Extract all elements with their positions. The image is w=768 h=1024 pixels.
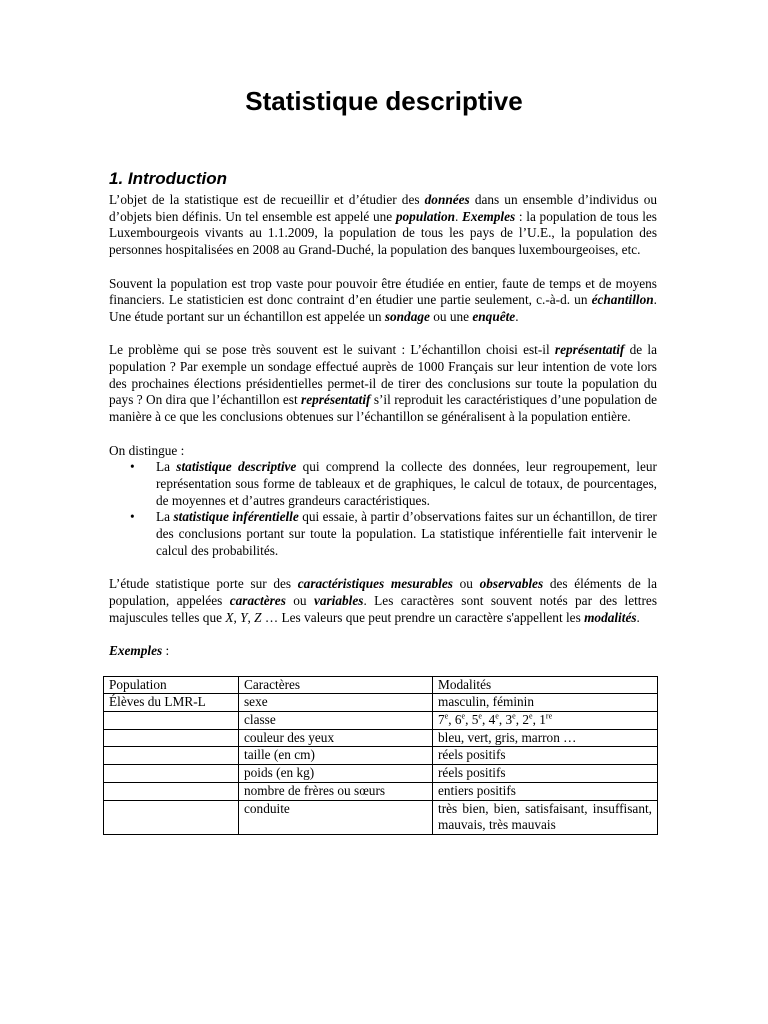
- caractere-cell: taille (en cm): [239, 747, 433, 765]
- table-header-row: [104, 676, 658, 694]
- examples-label-text: Exemples: [109, 642, 163, 658]
- class-number: 2: [522, 712, 530, 728]
- text-run: La: [156, 509, 174, 525]
- table-row: [104, 782, 658, 800]
- text-run: . Les caractères sont souvent notés par des lettres majuscules telles que: [109, 592, 657, 625]
- emphasis-term: caractères: [229, 592, 286, 608]
- population-cell: [104, 747, 239, 765]
- caractere-cell: couleur des yeux: [239, 729, 433, 747]
- class-ordinal-suffix: e: [512, 711, 516, 721]
- page-title: Statistique descriptive: [245, 86, 523, 116]
- bullet-icon: •: [130, 459, 135, 475]
- emphasis-term: modalités: [584, 609, 637, 625]
- emphasis-term: caractéristiques mesurables: [297, 576, 453, 592]
- table-row: [104, 694, 658, 712]
- table-header-cell: Modalités: [433, 676, 658, 694]
- class-ordinal-suffix: e: [444, 711, 449, 721]
- class-ordinal-suffix: e: [495, 711, 499, 721]
- text-run: Z: [254, 609, 262, 625]
- text-run: … Les valeurs que peut prendre un caractère s'appellent les: [261, 609, 585, 625]
- class-number: 1: [539, 712, 546, 728]
- section-heading: 1. Introduction: [109, 169, 228, 188]
- distinguish-intro: On distingue :: [109, 442, 185, 458]
- class-ordinal-suffix: e: [529, 711, 533, 721]
- table-row: [104, 747, 658, 765]
- text-run: : la population de tous les Luxembourgeois vivants au 1.1.2009, la population de tous les pays de l’U.E., la population des personnes hospitalisées en 2008 au Grand-Duché, la population des banques luxembourgeoises, etc.: [109, 208, 657, 258]
- table-header-cell: Population: [104, 676, 239, 694]
- paragraph-caracteres: [109, 576, 657, 626]
- text-run: ou une: [429, 308, 473, 324]
- class-number: 6: [454, 712, 462, 728]
- table-row: [104, 729, 658, 747]
- text-run: Y: [240, 609, 248, 625]
- list-item-text: [156, 509, 657, 557]
- table-row: [104, 800, 658, 834]
- caractere-cell: classe: [239, 712, 433, 730]
- text-run: ou: [452, 576, 480, 592]
- text-run: X: [225, 609, 234, 625]
- population-cell: Élèves du LMR-L: [104, 694, 239, 712]
- population-cell: [104, 800, 239, 834]
- text-run: .: [515, 308, 519, 324]
- modalites-cell: réels positifs: [433, 765, 658, 783]
- list-item-text: [156, 459, 657, 507]
- bullet-icon: •: [130, 509, 135, 525]
- text-run: . Une étude portant sur un échantillon est appelée un: [109, 292, 657, 324]
- caractere-cell: poids (en kg): [239, 765, 433, 783]
- text-run: des éléments de la population, appelées: [109, 576, 658, 608]
- table-header-cell: Caractères: [239, 676, 433, 694]
- text-run: Le problème qui se pose très souvent est le suivant : L’échantillon choisi est-il: [109, 342, 555, 358]
- text-run: ,: [247, 609, 255, 625]
- emphasis-term: données: [424, 192, 470, 207]
- text-run: s’il reproduit les caractéristiques d’une population de manière à ce que les conclusions obtenues sur l’échantillon se généralisent à la population entière.: [109, 392, 657, 425]
- emphasis-term: sondage: [384, 308, 430, 324]
- class-number: 5: [471, 712, 479, 728]
- emphasis-term: statistique descriptive: [176, 459, 297, 475]
- class-number: 3: [505, 712, 513, 728]
- class-ordinal-suffix: e: [461, 711, 466, 721]
- modalites-cell: très bien, bien, satisfaisant, insuffisant, mauvais, très mauvais: [433, 800, 658, 834]
- emphasis-term: représentatif: [301, 392, 371, 408]
- text-run: .: [636, 609, 640, 625]
- text-run: dans un ensemble d’individus ou d’objets bien définis. Un tel ensemble est appelé une: [109, 192, 657, 224]
- list-item: [109, 509, 657, 559]
- text-run: qui comprend la collecte des données, leur regroupement, leur représentation sous forme de tableaux et de graphiques, le calcul de totaux, de pourcentages, de moyennes et d’autres grandeurs caractéristiques.: [156, 459, 657, 508]
- population-cell: [104, 729, 239, 747]
- examples-table-body: [104, 676, 658, 834]
- emphasis-term: observables: [479, 576, 544, 592]
- emphasis-term: représentatif: [554, 342, 625, 358]
- class-ordinal-suffix: e: [478, 711, 482, 721]
- bullet-list: [109, 459, 657, 559]
- examples-table: [103, 676, 658, 835]
- text-run: L’étude statistique porte sur des: [109, 576, 298, 592]
- list-item: [109, 459, 657, 509]
- population-cell: [104, 712, 239, 730]
- paragraph-echantillon: [109, 276, 657, 326]
- text-run: de la population ? Par exemple un sondage effectué auprès de 1000 Français sur leur intention de vote lors des prochaines élections présidentielles permet-il de tirer des conclusions sur toute la population du pays ? On dira que l’échantillon est: [109, 342, 657, 408]
- population-cell: [104, 782, 239, 800]
- emphasis-term: enquête: [472, 308, 516, 324]
- class-number: 7: [438, 712, 445, 728]
- emphasis-term: Exemples: [462, 208, 516, 224]
- text-run: qui essaie, à partir d’observations faites sur un échantillon, de tirer des conclusions portant sur toute la population. La statistique inférentielle fait intervenir le calcul des probabilités.: [156, 509, 657, 558]
- caractere-cell: sexe: [239, 694, 433, 712]
- text-run: ou: [285, 592, 314, 608]
- text-run: .: [455, 208, 463, 224]
- modalites-cell: masculin, féminin: [433, 694, 658, 712]
- emphasis-term: statistique inférentielle: [173, 509, 299, 525]
- examples-label-suffix: :: [162, 642, 170, 658]
- caractere-cell: nombre de frères ou sœurs: [239, 782, 433, 800]
- text-run: L’objet de la statistique est de recueillir et d’étudier des: [109, 192, 425, 207]
- modalites-cell: réels positifs: [433, 747, 658, 765]
- table-row: [104, 765, 658, 783]
- emphasis-term: variables: [313, 592, 364, 608]
- paragraph-representatif: [109, 342, 657, 426]
- table-row: [104, 712, 658, 730]
- document-body: [109, 192, 657, 835]
- emphasis-term: population: [395, 208, 455, 224]
- text-run: ,: [233, 609, 241, 625]
- modalites-cell: bleu, vert, gris, marron …: [433, 729, 658, 747]
- caractere-cell: conduite: [239, 800, 433, 834]
- text-run: Souvent la population est trop vaste pour pouvoir être étudiée en entier, faute de temps et de moyens financiers. Le statisticien est donc contraint d’en étudier une partie seulement, c.-à-d. un: [109, 275, 657, 308]
- class-ordinal-suffix: re: [545, 711, 553, 721]
- modalites-cell: 7e, 6e, 5e, 4e, 3e, 2e, 1re: [433, 712, 658, 730]
- examples-label: [109, 643, 657, 660]
- paragraph-objet: [109, 192, 657, 259]
- emphasis-term: échantillon: [591, 292, 654, 308]
- text-run: La: [156, 459, 177, 475]
- modalites-cell: entiers positifs: [433, 782, 658, 800]
- class-number: 4: [488, 712, 496, 728]
- population-cell: [104, 765, 239, 783]
